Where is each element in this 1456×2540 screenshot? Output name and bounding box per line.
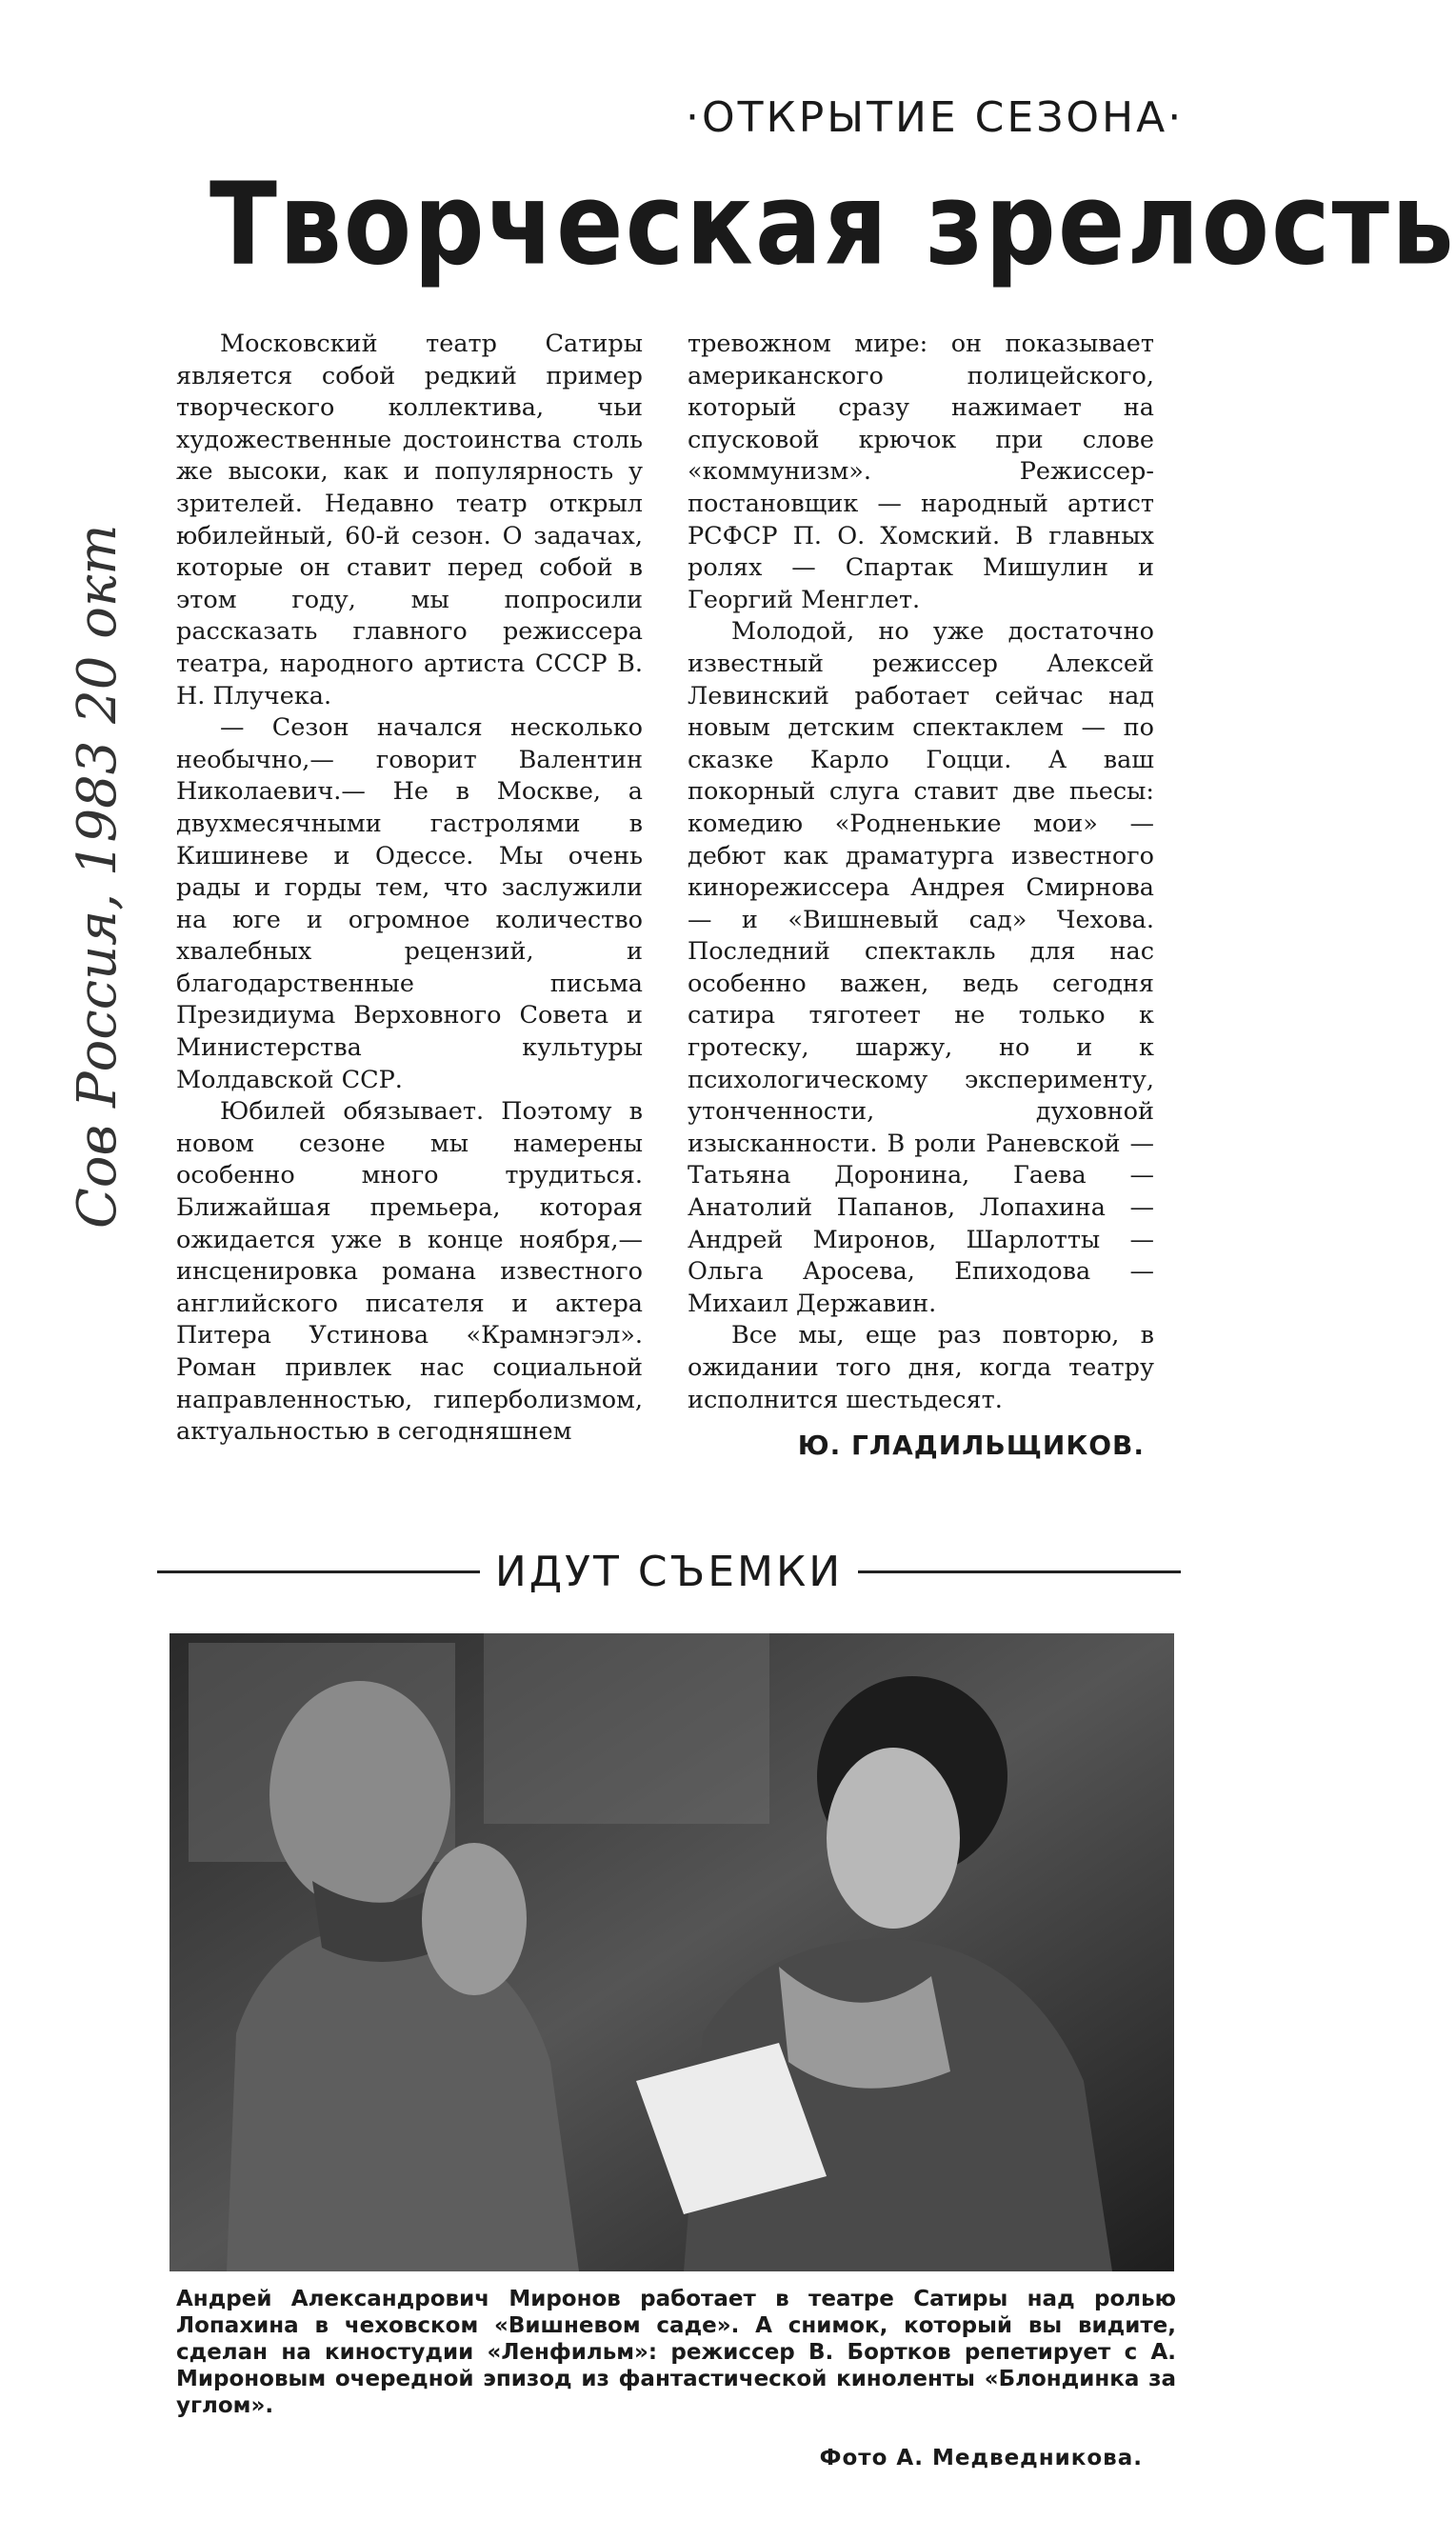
- article-paragraph: Юбилей обязывает. Поэтому в новом сезоне мы намерены особенно много трудиться. Ближайшая премьера, которая ожидается уже в конце ноября,— инсценировка романа известного английского писателя и актера Питера Устинова «Крамнэгэл». Роман привлек нас социальной направленностью, гиперболизмом, актуальностью в сегодняшнем: [176, 1097, 643, 1447]
- section-header: [157, 1543, 1181, 1600]
- divider-rule: [157, 1570, 480, 1573]
- handwritten-margin-note: Сов Россия, 1983 20 окт: [67, 524, 129, 1229]
- article-paragraph: Молодой, но уже достаточно известный режиссер Алексей Левинский работает сейчас над новым детским спектаклем — по сказке Карло Гоцци. А ваш покорный слуга ставит две пьесы: комедию «Родненькие мои» — дебют как драматурга известного кинорежиссера Андрея Смирнова — и «Вишневый сад» Чехова. Последний спектакль для нас особенно важен, ведь сегодня сатира тяготеет не только к гротеску, шаржу, но и к психологическому эксперименту, утонченности, духовной изысканности. В роли Раневской — Татьяна Доронина, Гаева — Анатолий Папанов, Лопахина — Андрей Миронов, Шарлотты — Ольга Аросева, Епиходова — Михаил Державин.: [688, 617, 1154, 1318]
- headline: Творческая зрелость: [209, 157, 1456, 291]
- article-paragraph: тревожном мире: он показывает американского полицейского, который сразу нажимает на спусковой крючок при слове «коммунизм». Режиссер-постановщик — народный артист РСФСР П. О. Хомский. В главных ролях — Спартак Мишулин и Георгий Менглет.: [688, 330, 1154, 614]
- photo-caption: Андрей Александрович Миронов работает в театре Сатиры над ролью Лопахина в чеховском «Вишневом саде». А снимок, который вы видите, сделан на киностудии «Ленфильм»: режиссер В. Бортков репетирует с А. Мироновым очередной эпизод из фантастической киноленты «Блондинка за углом».: [176, 2287, 1176, 2418]
- article-paragraph: Все мы, еще раз повторю, в ожидании того дня, когда театру исполнится шестьдесят.: [688, 1321, 1154, 1414]
- news-photo: [170, 1633, 1174, 2271]
- article-column-left: [176, 329, 643, 1449]
- section-title: ИДУТ СЪЕМКИ: [494, 1547, 844, 1596]
- photo-illustration: [170, 1633, 1174, 2271]
- article-paragraph: Московский театр Сатиры является собой редкий пример творческого коллектива, чьи художественные достоинства столь же высоки, как и популярность у зрителей. Недавно театр открыл юбилейный, 60-й сезон. О задачах, которые он ставит перед собой в этом году, мы попросили рассказать главного режиссера театра, народного артиста СССР В. Н. Плучека.: [176, 330, 643, 710]
- author-signature: Ю. ГЛАДИЛЬЩИКОВ.: [797, 1430, 1145, 1462]
- section-rubric: ·ОТКРЫТИЕ СЕЗОНА·: [686, 93, 1185, 142]
- divider-rule: [858, 1570, 1181, 1573]
- photo-credit: Фото А. Медведникова.: [819, 2446, 1143, 2470]
- article-column-right: [688, 329, 1154, 1462]
- article-paragraph: — Сезон начался несколько необычно,— говорит Валентин Николаевич.— Не в Москве, а двухмесячными гастролями в Кишиневе и Одессе. Мы очень рады и горды тем, что заслужили на юге и огромное количество хвалебных рецензий, и благодарственные письма Президиума Верховного Совета и Министерства культуры Молдавской ССР.: [176, 713, 643, 1094]
